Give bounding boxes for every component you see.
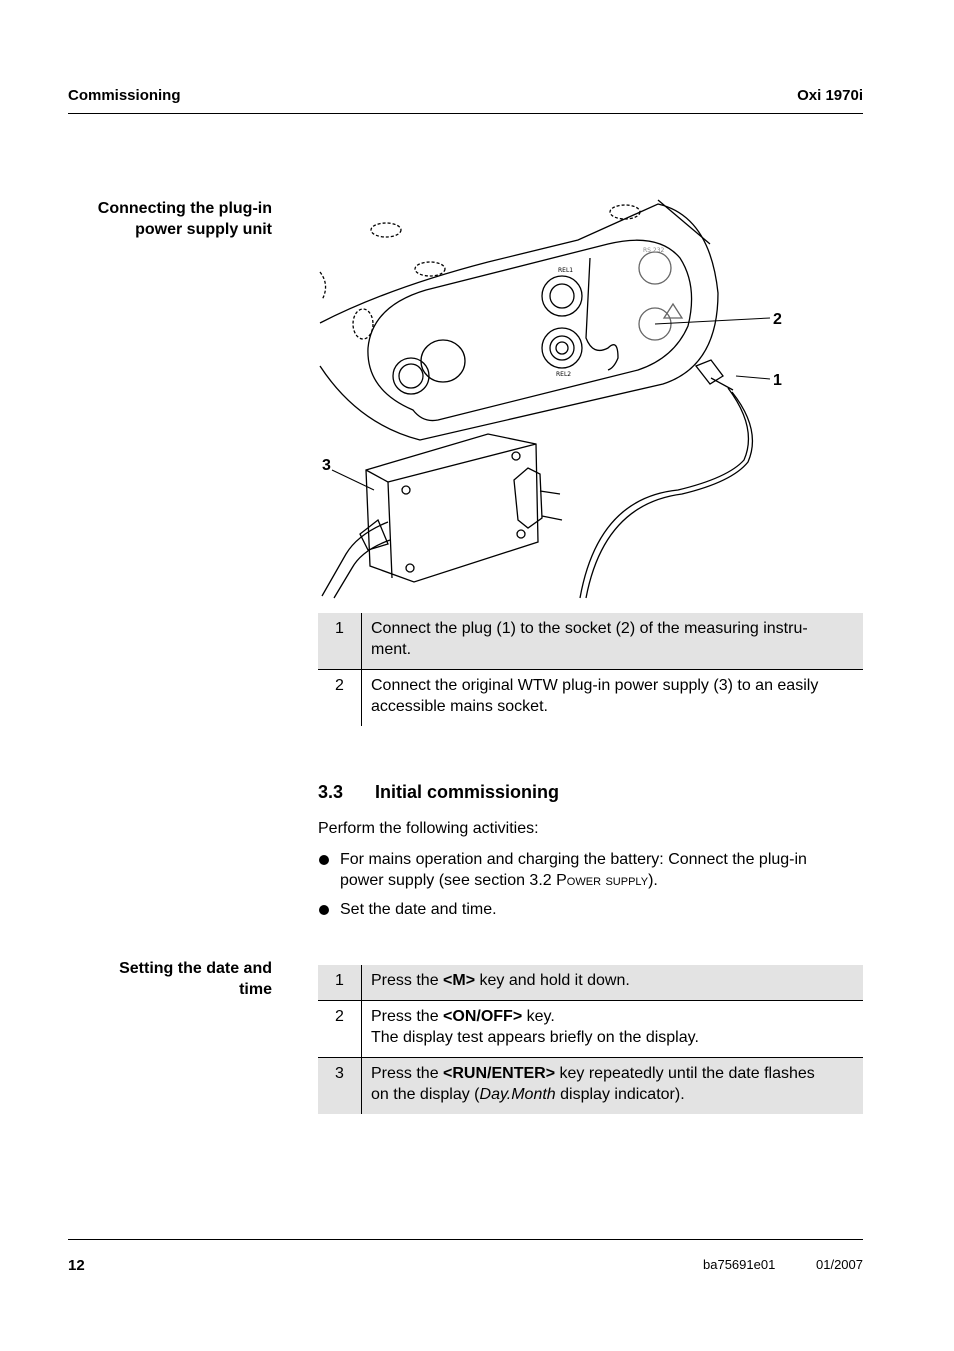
step-line <box>371 1006 857 1027</box>
step-line: The display test appears briefly on the display. <box>371 1029 699 1046</box>
display-indicator-name: Day.Month <box>479 1086 556 1103</box>
step-text <box>362 670 864 727</box>
step-line <box>371 1063 857 1084</box>
side-heading-line: time <box>239 981 272 998</box>
key-name: <ON/OFF> <box>443 1008 523 1025</box>
side-heading-line: Setting the date and <box>119 960 272 977</box>
step-number: 3 <box>318 1058 362 1115</box>
rs232-label: RS 232 <box>643 247 665 254</box>
step-text <box>362 1058 864 1115</box>
callout-3: 3 <box>322 457 331 474</box>
table-row <box>318 1058 863 1115</box>
step-text <box>362 965 864 1001</box>
bullet-line: Set the date and time. <box>340 901 497 918</box>
footer-divider <box>68 1239 863 1240</box>
bullet-text: ). <box>648 872 658 889</box>
bullet-line: For mains operation and charging the battery: Connect the plug-in <box>340 851 807 868</box>
datetime-steps-table <box>318 965 863 1114</box>
side-heading-date-time <box>60 958 272 1000</box>
step-number: 1 <box>318 613 362 670</box>
intro-text: Perform the following activities: <box>318 820 539 837</box>
step-text-part: Press the <box>371 1065 444 1082</box>
side-heading-line: power supply unit <box>135 221 272 238</box>
power-supply-illustration <box>318 198 863 600</box>
step-line: ment. <box>371 641 412 658</box>
step-number: 2 <box>318 1001 362 1058</box>
page-number: 12 <box>68 1257 85 1274</box>
side-heading-plugin-power <box>60 198 272 240</box>
document-date: 01/2007 <box>816 1257 863 1272</box>
bullet-item-mains <box>318 849 863 891</box>
bullet-dot-icon <box>319 905 329 915</box>
step-text-part: on the display ( <box>371 1086 480 1103</box>
document-id: ba75691e01 <box>703 1257 776 1272</box>
step-text-part: display indicator). <box>555 1086 685 1103</box>
step-text <box>362 1001 864 1058</box>
rel2-label: REL2 <box>556 371 572 378</box>
section-title: Initial commissioning <box>375 782 560 802</box>
bullet-dot-icon <box>319 855 329 865</box>
section-number: 3.3 <box>318 782 344 802</box>
step-text-part: Press the <box>371 1008 444 1025</box>
table-row <box>318 1001 863 1058</box>
bullet-line <box>340 870 863 891</box>
step-number: 1 <box>318 965 362 1001</box>
rel1-label: REL1 <box>558 267 574 274</box>
bullet-item-datetime <box>318 899 863 920</box>
plugin-steps-table <box>318 613 863 726</box>
step-line: Connect the original WTW plug-in power supply (3) to an easily <box>371 677 819 694</box>
step-number: 2 <box>318 670 362 727</box>
key-name: <RUN/ENTER> <box>443 1065 556 1082</box>
side-heading-line: Connecting the plug-in <box>97 200 272 217</box>
device-drawing <box>318 198 863 600</box>
callout-1: 1 <box>773 372 782 389</box>
table-row <box>318 613 863 670</box>
table-row <box>318 965 863 1001</box>
bullet-text: power supply (see section 3.2 <box>340 872 557 889</box>
header-product-name: Oxi 1970i <box>797 87 863 104</box>
step-line <box>371 1084 857 1105</box>
callout-2: 2 <box>773 311 782 328</box>
key-name: <M> <box>443 972 476 989</box>
step-line: accessible mains socket. <box>371 698 548 715</box>
step-text-part: key. <box>522 1008 555 1025</box>
header-divider <box>68 113 863 114</box>
step-text-part: Press the <box>371 972 444 989</box>
table-row <box>318 670 863 727</box>
step-text <box>362 613 864 670</box>
step-text-part: key and hold it down. <box>475 972 630 989</box>
step-line: Connect the plug (1) to the socket (2) of the measuring instru- <box>371 620 808 637</box>
section-reference-link[interactable]: Power supply <box>556 872 649 889</box>
step-text-part: key repeatedly until the date flashes <box>555 1065 815 1082</box>
header-section-title: Commissioning <box>68 87 181 104</box>
